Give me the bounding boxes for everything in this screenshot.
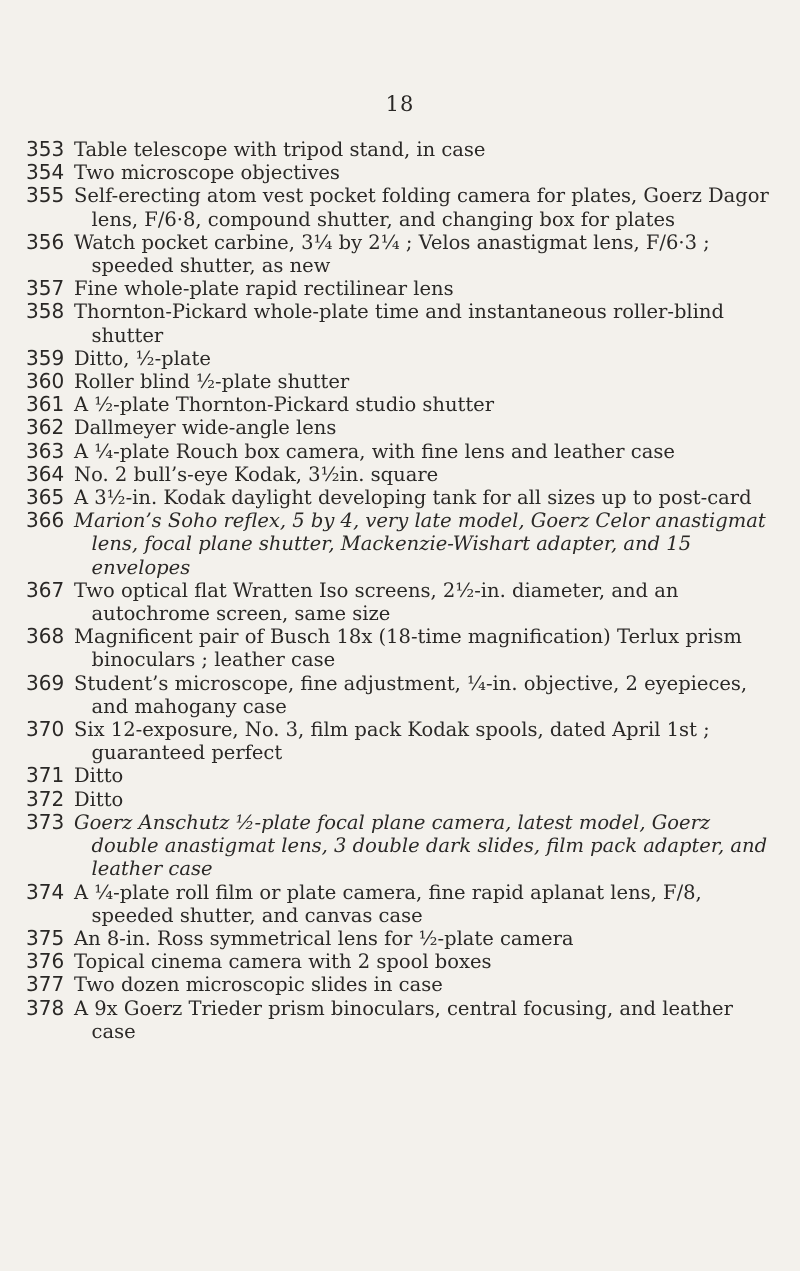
lot-description: Six 12-exposure, No. 3, film pack Kodak spools, dated April 1st ; guaranteed perfect xyxy=(74,718,710,765)
lot-list xyxy=(0,138,800,1043)
lot-entry xyxy=(0,973,800,996)
lot-description: No. 2 bull’s-eye Kodak, 3½in. square xyxy=(74,462,439,486)
lot-description: Goerz Anschutz ½-plate focal plane camera, latest model, Goerz double anastigmat lens, 3 double dark slides, film pack adapter, and leather case xyxy=(74,810,768,881)
lot-number: 368 xyxy=(26,624,65,649)
lot-entry xyxy=(0,277,800,300)
lot-description: Two microscope objectives xyxy=(74,161,340,185)
lot-number: 373 xyxy=(26,809,65,834)
lot-number: 360 xyxy=(26,369,65,394)
lot-entry xyxy=(0,881,800,927)
lot-entry xyxy=(0,416,800,439)
lot-number: 370 xyxy=(26,717,65,742)
lot-entry xyxy=(0,625,800,671)
lot-number: 354 xyxy=(26,160,65,185)
lot-description: Two optical flat Wratten Iso screens, 2½-in. diameter, and an autochrome screen, same size xyxy=(74,578,679,626)
lot-description: An 8-in. Ross symmetrical lens for ½-plate camera xyxy=(74,926,574,950)
lot-entry xyxy=(0,997,800,1043)
lot-description: A ¼-plate roll film or plate camera, fine rapid aplanat lens, F/8, speeded shutter, and canvas case xyxy=(74,880,702,927)
lot-entry xyxy=(0,486,800,509)
lot-number: 374 xyxy=(26,879,65,904)
lot-entry xyxy=(0,463,800,486)
lot-number: 361 xyxy=(26,392,65,417)
lot-number: 375 xyxy=(26,925,65,950)
lot-number: 359 xyxy=(26,345,65,370)
lot-number: 378 xyxy=(26,995,65,1020)
lot-number: 355 xyxy=(26,183,65,208)
lot-number: 367 xyxy=(26,577,65,602)
lot-description: A ½-plate Thornton-Pickard studio shutter xyxy=(74,393,495,417)
lot-entry xyxy=(0,300,800,346)
lot-entry xyxy=(0,788,800,811)
lot-number: 376 xyxy=(26,949,65,974)
lot-entry xyxy=(0,579,800,625)
lot-entry xyxy=(0,718,800,764)
lot-number: 365 xyxy=(26,485,65,510)
lot-number: 364 xyxy=(26,461,65,486)
lot-description: Watch pocket carbine, 3¼ by 2¼ ; Velos anastigmat lens, F/6·3 ; speeded shutter, as new xyxy=(74,230,710,278)
lot-description: A 9x Goerz Trieder prism binoculars, central focusing, and leather case xyxy=(74,996,733,1043)
lot-entry xyxy=(0,927,800,950)
lot-entry xyxy=(0,184,800,230)
lot-description: Ditto xyxy=(74,787,124,811)
lot-entry xyxy=(0,231,800,277)
lot-description: Magnificent pair of Busch 18x (18-time magnification) Terlux prism binoculars ; leather case xyxy=(74,625,742,672)
lot-entry xyxy=(0,811,800,881)
lot-description: Two dozen microscopic slides in case xyxy=(74,973,443,997)
lot-number: 356 xyxy=(26,229,65,254)
lot-number: 362 xyxy=(26,415,65,440)
lot-description: A ¼-plate Rouch box camera, with fine lens and leather case xyxy=(74,439,675,463)
lot-number: 366 xyxy=(26,508,65,533)
lot-entry xyxy=(0,347,800,370)
lot-entry xyxy=(0,370,800,393)
lot-entry xyxy=(0,440,800,463)
lot-number: 358 xyxy=(26,299,65,324)
lot-number: 369 xyxy=(26,670,65,695)
lot-description: Table telescope with tripod stand, in case xyxy=(74,138,486,161)
lot-entry xyxy=(0,138,800,161)
lot-description: Topical cinema camera with 2 spool boxes xyxy=(74,950,492,974)
lot-description: Thornton-Pickard whole-plate time and instantaneous roller-blind shutter xyxy=(74,300,724,347)
lot-entry xyxy=(0,161,800,184)
lot-description: Ditto xyxy=(74,764,124,788)
lot-entry xyxy=(0,764,800,787)
lot-entry xyxy=(0,393,800,416)
page-number: 18 xyxy=(385,92,415,116)
lot-description: Marion’s Soho reflex, 5 by 4, very late model, Goerz Celor anastigmat lens, focal plane shutter, Mackenzie-Wishart adapter, and 15 envelopes xyxy=(74,509,766,579)
lot-entry xyxy=(0,672,800,718)
lot-number: 372 xyxy=(26,786,65,811)
lot-description: Dallmeyer wide-angle lens xyxy=(74,416,337,440)
lot-description: Student’s microscope, fine adjustment, ¼-in. objective, 2 eyepieces, and mahogany case xyxy=(74,671,748,718)
lot-description: Fine whole-plate rapid rectilinear lens xyxy=(74,277,454,301)
lot-number: 363 xyxy=(26,438,65,463)
lot-description: Self-erecting atom vest pocket folding camera for plates, Goerz Dagor lens, F/6·8, compound shutter, and changing box for plates xyxy=(74,184,769,231)
lot-number: 377 xyxy=(26,972,65,997)
lot-number: 357 xyxy=(26,276,65,301)
lot-description: A 3½-in. Kodak daylight developing tank for all sizes up to post-card xyxy=(74,486,752,510)
lot-entry xyxy=(0,950,800,973)
lot-number: 353 xyxy=(26,137,65,161)
lot-description: Roller blind ½-plate shutter xyxy=(74,370,350,394)
lot-description: Ditto, ½-plate xyxy=(74,346,211,370)
lot-entry xyxy=(0,509,800,579)
lot-number: 371 xyxy=(26,763,65,788)
